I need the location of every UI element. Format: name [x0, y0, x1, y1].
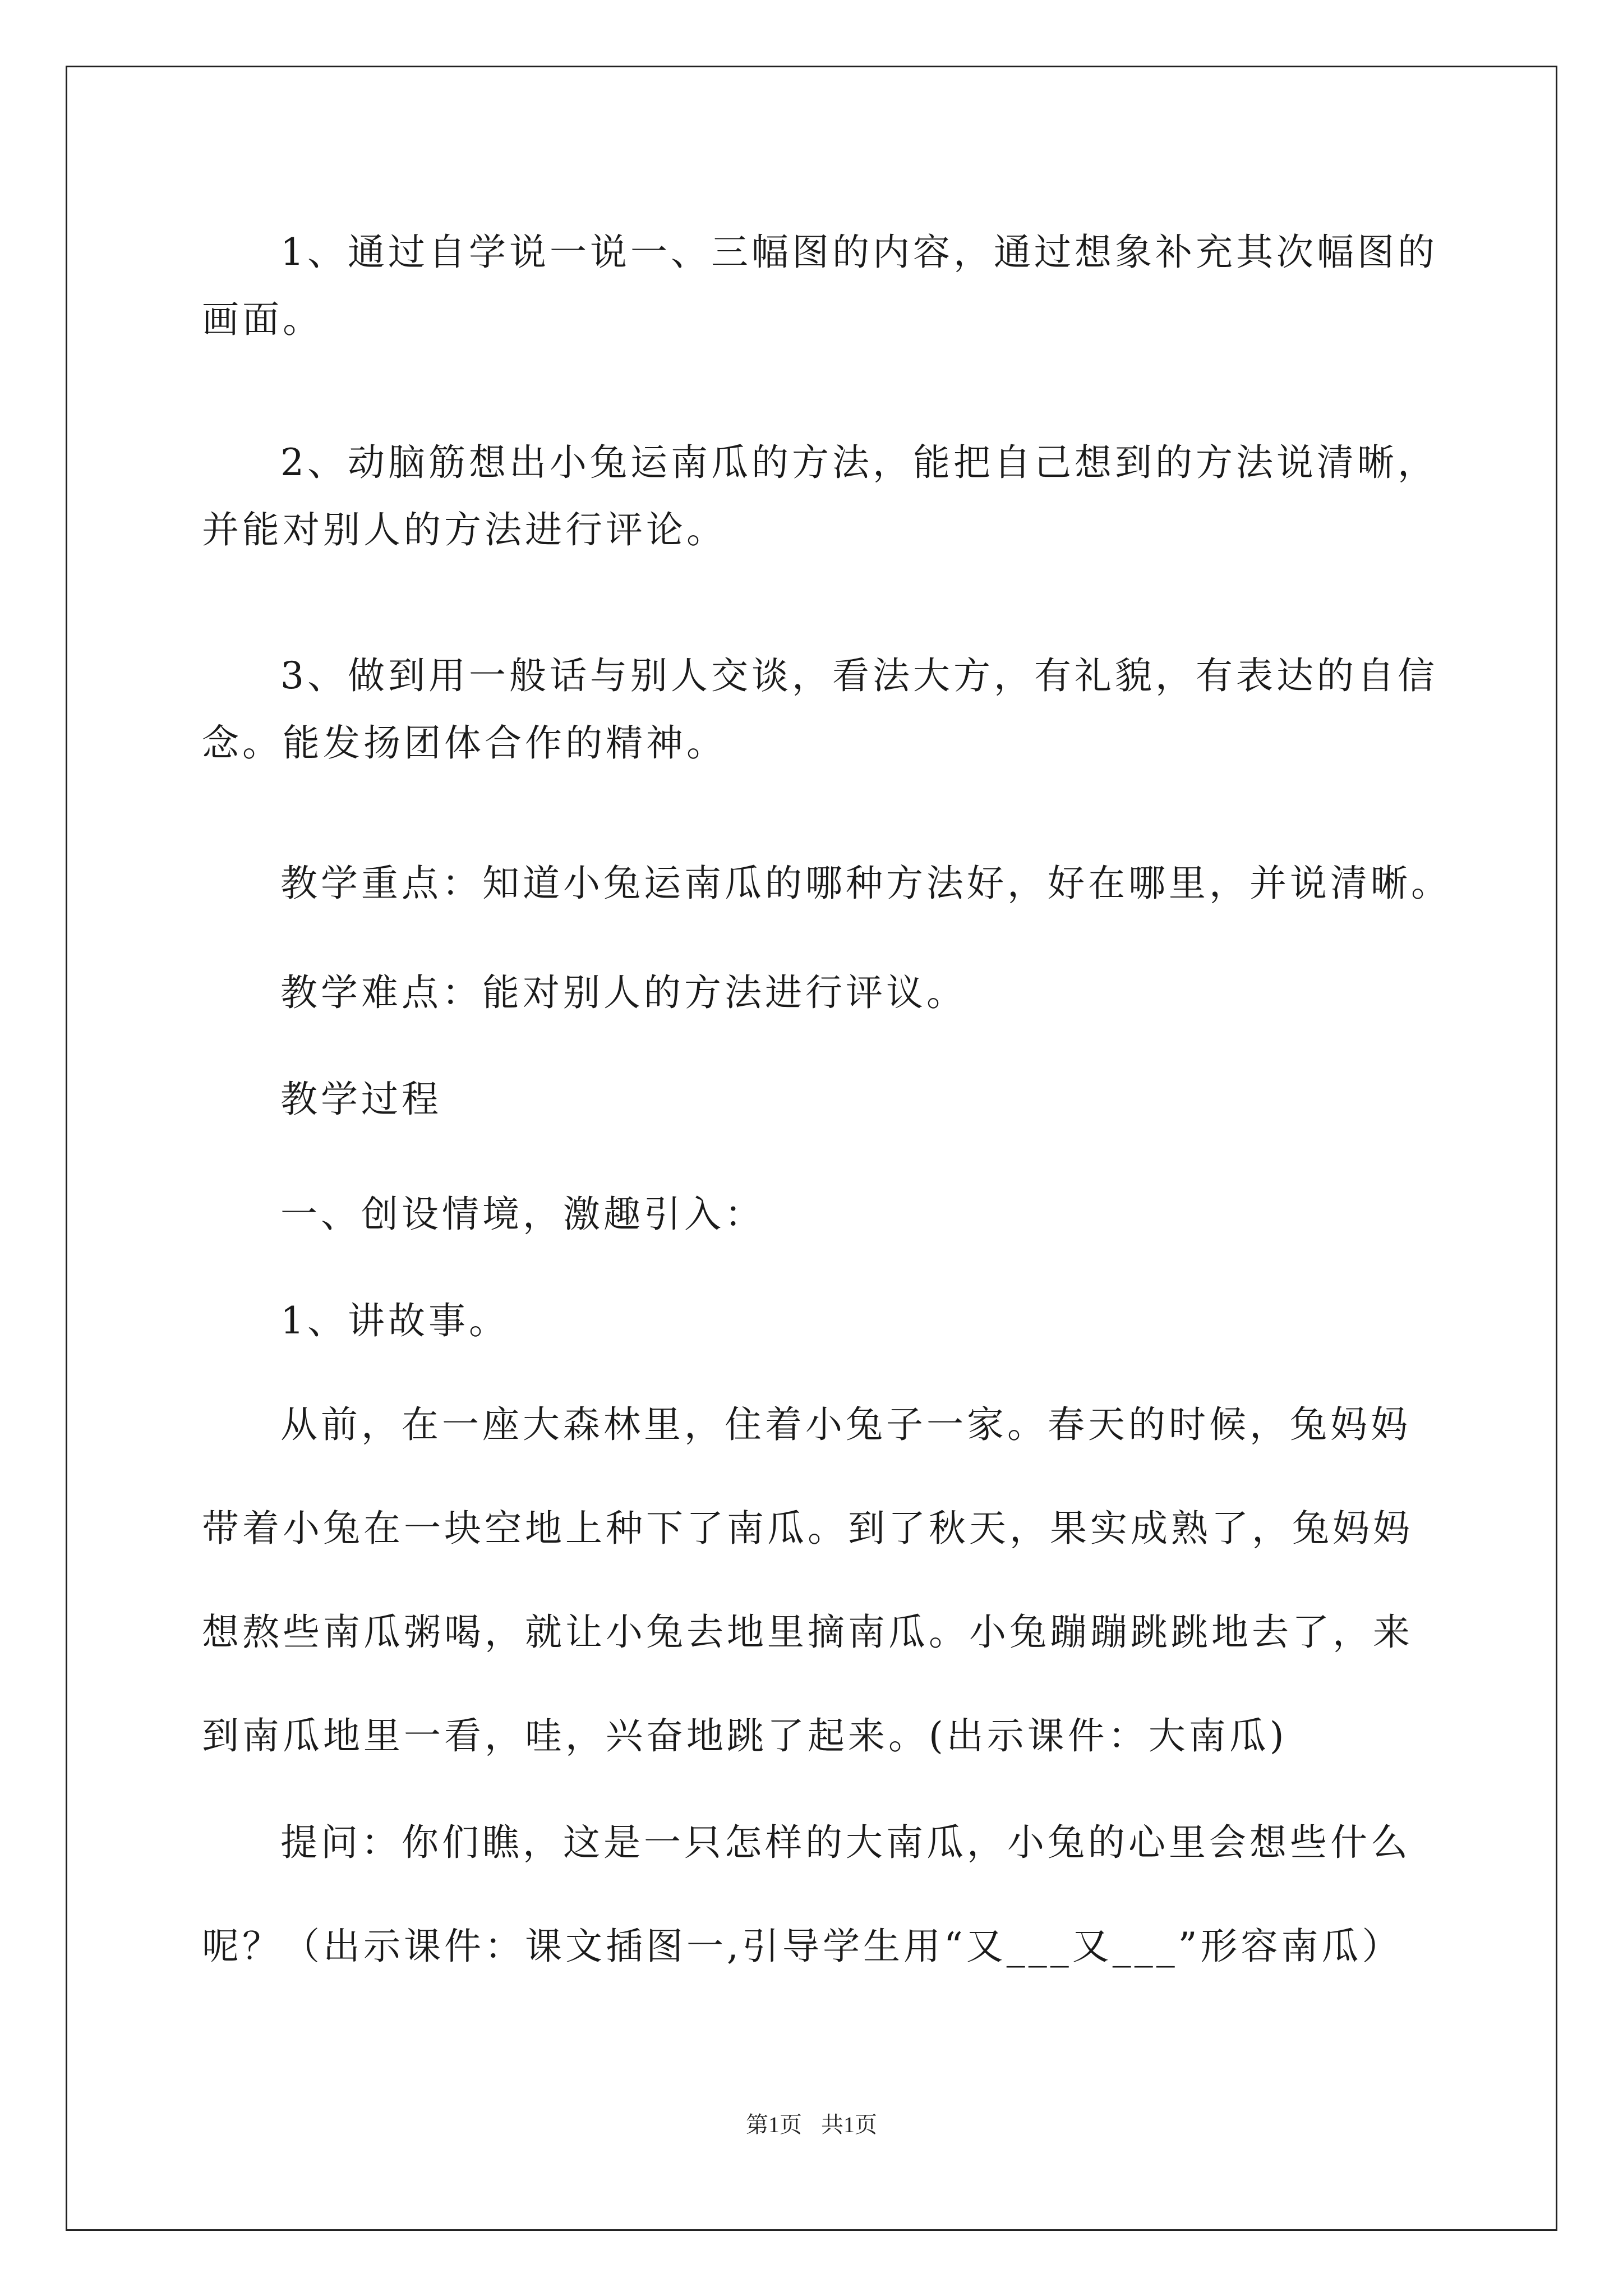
paragraph-2-line-2: 并能对别人的方法进行评论。: [202, 508, 727, 551]
page-number: 第1页: [746, 2112, 802, 2137]
paragraph-1-line-1: 1、通过自学说一说一、三幅图的内容，通过想象补充其次幅图的: [280, 231, 1438, 274]
section-one-heading: 一、创设情境，激趣引入：: [280, 1193, 765, 1236]
story-item-heading: 1、讲故事。: [280, 1299, 509, 1342]
paragraph-3-line-1: 3、做到用一般话与别人交谈，看法大方，有礼貌，有表达的自信: [280, 654, 1438, 697]
teaching-process-heading: 教学过程: [280, 1078, 442, 1121]
paragraph-2-line-1: 2、动脑筋想出小兔运南瓜的方法，能把自己想到的方法说清晰，: [280, 441, 1438, 484]
paragraph-1-line-2: 画面。: [202, 298, 323, 341]
story-line-1: 从前，在一座大森林里，住着小兔子一家。春天的时候，兔妈妈: [280, 1403, 1411, 1446]
paragraph-3-line-2: 念。能发扬团体合作的精神。: [202, 721, 727, 765]
teaching-focus: 教学重点：知道小兔运南瓜的哪种方法好，好在哪里，并说清晰。: [280, 862, 1451, 905]
page-total: 共1页: [821, 2112, 877, 2137]
question-line-1: 提问：你们瞧，这是一只怎样的大南瓜，小兔的心里会想些什么: [280, 1821, 1411, 1864]
question-line-2: 呢？（出示课件：课文插图一,引导学生用“又___又___”形容南瓜）: [202, 1925, 1403, 1968]
story-line-3: 想熬些南瓜粥喝，就让小兔去地里摘南瓜。小兔蹦蹦跳跳地去了，来: [202, 1611, 1413, 1654]
story-line-2: 带着小兔在一块空地上种下了南瓜。到了秋天，果实成熟了，兔妈妈: [202, 1507, 1413, 1550]
teaching-difficulty: 教学难点：能对别人的方法进行评议。: [280, 971, 967, 1014]
page-footer: [0, 2107, 1623, 2139]
story-line-4: 到南瓜地里一看，哇，兴奋地跳了起来。(出示课件：大南瓜): [202, 1714, 1288, 1757]
